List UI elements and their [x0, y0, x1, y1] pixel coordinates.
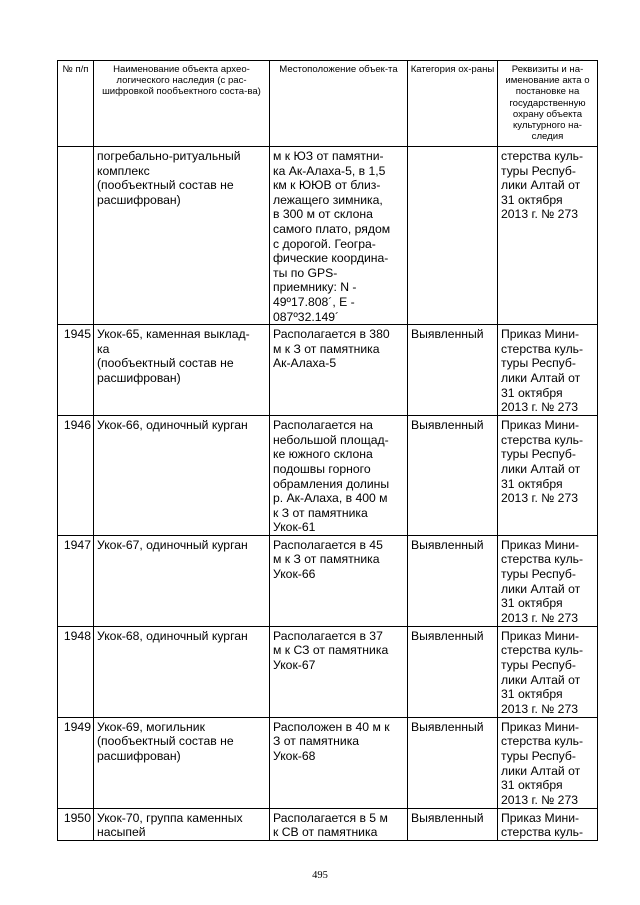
object-name — [94, 147, 270, 325]
protection-category-text: Выявленный — [411, 537, 484, 552]
object-name — [94, 416, 270, 536]
object-location — [270, 808, 408, 840]
row-number-text: 1948 — [63, 628, 91, 643]
protection-category — [408, 535, 498, 626]
object-name — [94, 535, 270, 626]
row-number — [58, 808, 94, 840]
object-location-text: Располагается в 37 м к СЗ от памятника Укок-67 — [273, 628, 389, 673]
object-name — [94, 717, 270, 808]
object-location-text: м к ЮЗ от памятни- ка Ак-Алаха-5, в 1,5 км к ЮЮВ от близ- лежащего зимника, в 300 м от склона самого плато, рядом с дорогой. Геогра- фические координа- ты по GPS- приемнику: N - 49º17.808´, E - 087º32.149´ — [273, 149, 391, 324]
act-details — [498, 535, 598, 626]
object-location-text: Расположен в 40 м к З от памятника Укок-68 — [273, 719, 390, 764]
table-row — [58, 808, 598, 840]
protection-category-text: Выявленный — [411, 628, 484, 643]
act-details — [498, 147, 598, 325]
row-number — [58, 416, 94, 536]
object-name-text: Укок-68, одиночный курган — [97, 628, 248, 643]
object-location — [270, 535, 408, 626]
act-details — [498, 808, 598, 840]
row-number-text: 1950 — [63, 810, 91, 825]
row-number — [58, 535, 94, 626]
protection-category — [408, 808, 498, 840]
act-details — [498, 717, 598, 808]
table-row — [58, 626, 598, 717]
act-details-text: Приказ Мини- стерства куль- туры Респуб- лики Алтай от 31 октября 2013 г. № 273 — [501, 628, 584, 716]
protection-category-text: Выявленный — [411, 719, 484, 734]
object-location — [270, 626, 408, 717]
object-name — [94, 808, 270, 840]
object-name-text: Укок-66, одиночный курган — [97, 418, 248, 433]
row-number — [58, 147, 94, 325]
protection-category-text: Выявленный — [411, 418, 484, 433]
heritage-register-table — [57, 60, 598, 841]
act-details-text: Приказ Мини- стерства куль- туры Респуб- лики Алтай от 31 октября 2013 г. № 273 — [501, 719, 584, 807]
act-details-text: Приказ Мини- стерства куль- — [501, 810, 584, 840]
protection-category — [408, 717, 498, 808]
row-number-text: 1945 — [63, 327, 91, 342]
object-location — [270, 416, 408, 536]
object-location-text: Располагается на небольшой площад- ке южного склона подошвы горного обрамления долины р. Ак-Алаха, в 400 м к З от памятника Укок-61 — [273, 418, 390, 535]
table-header-row — [58, 61, 598, 147]
object-location-text: Располагается в 5 м к СВ от памятника — [273, 810, 388, 840]
header-act-details: Реквизиты и на-именование акта о постановке на государственную охрану объекта культурного на-следия — [498, 61, 598, 147]
act-details — [498, 416, 598, 536]
object-location — [270, 147, 408, 325]
header-object-name: Наименование объекта архео-логического наследия (с рас-шифровкой пообъектного соста-ва) — [94, 61, 270, 147]
protection-category-text: Выявленный — [411, 327, 484, 342]
act-details-text: Приказ Мини- стерства куль- туры Респуб- лики Алтай от 31 октября 2013 г. № 273 — [501, 327, 584, 415]
header-location: Местоположение объек-та — [270, 61, 408, 147]
act-details — [498, 325, 598, 416]
object-name-text: погребально-ритуальный комплекс (пообъектный состав не расшифрован) — [97, 149, 241, 207]
row-number-text — [58, 147, 93, 149]
table-row — [58, 535, 598, 626]
act-details — [498, 626, 598, 717]
object-name-text: Укок-67, одиночный курган — [97, 537, 248, 552]
row-number — [58, 717, 94, 808]
object-name-text: Укок-70, группа каменных насыпей — [97, 810, 243, 840]
table-row — [58, 416, 598, 536]
object-location-text: Располагается в 45 м к З от памятника Укок-66 — [273, 537, 383, 582]
protection-category — [408, 626, 498, 717]
object-location — [270, 325, 408, 416]
protection-category-text: Выявленный — [411, 810, 484, 825]
protection-category-text — [408, 147, 497, 149]
object-name-text: Укок-69, могильник (пообъектный состав не расшифрован) — [97, 719, 234, 764]
protection-category — [408, 416, 498, 536]
object-location-text: Располагается в 380 м к З от памятника Ак-Алаха-5 — [273, 327, 390, 371]
page-number: 495 — [312, 870, 328, 881]
protection-category — [408, 325, 498, 416]
object-name — [94, 325, 270, 416]
row-number-text: 1949 — [63, 719, 91, 734]
row-number-text: 1947 — [63, 537, 91, 552]
row-number-text: 1946 — [63, 418, 91, 433]
object-name-text: Укок-65, каменная выклад- ка (пообъектный состав не расшифрован) — [97, 327, 250, 385]
act-details-text: Приказ Мини- стерства куль- туры Респуб- лики Алтай от 31 октября 2013 г. № 273 — [501, 537, 584, 625]
header-number: № п/п — [58, 61, 94, 147]
table-row — [58, 717, 598, 808]
act-details-text: Приказ Мини- стерства куль- туры Респуб- лики Алтай от 31 октября 2013 г. № 273 — [501, 418, 584, 506]
header-protection-category: Категория ох-раны — [408, 61, 498, 147]
object-name — [94, 626, 270, 717]
row-number — [58, 325, 94, 416]
row-number — [58, 626, 94, 717]
object-location — [270, 717, 408, 808]
protection-category — [408, 147, 498, 325]
act-details-text: стерства куль- туры Респуб- лики Алтай от 31 октября 2013 г. № 273 — [501, 149, 584, 222]
table-row — [58, 147, 598, 325]
table-row — [58, 325, 598, 416]
